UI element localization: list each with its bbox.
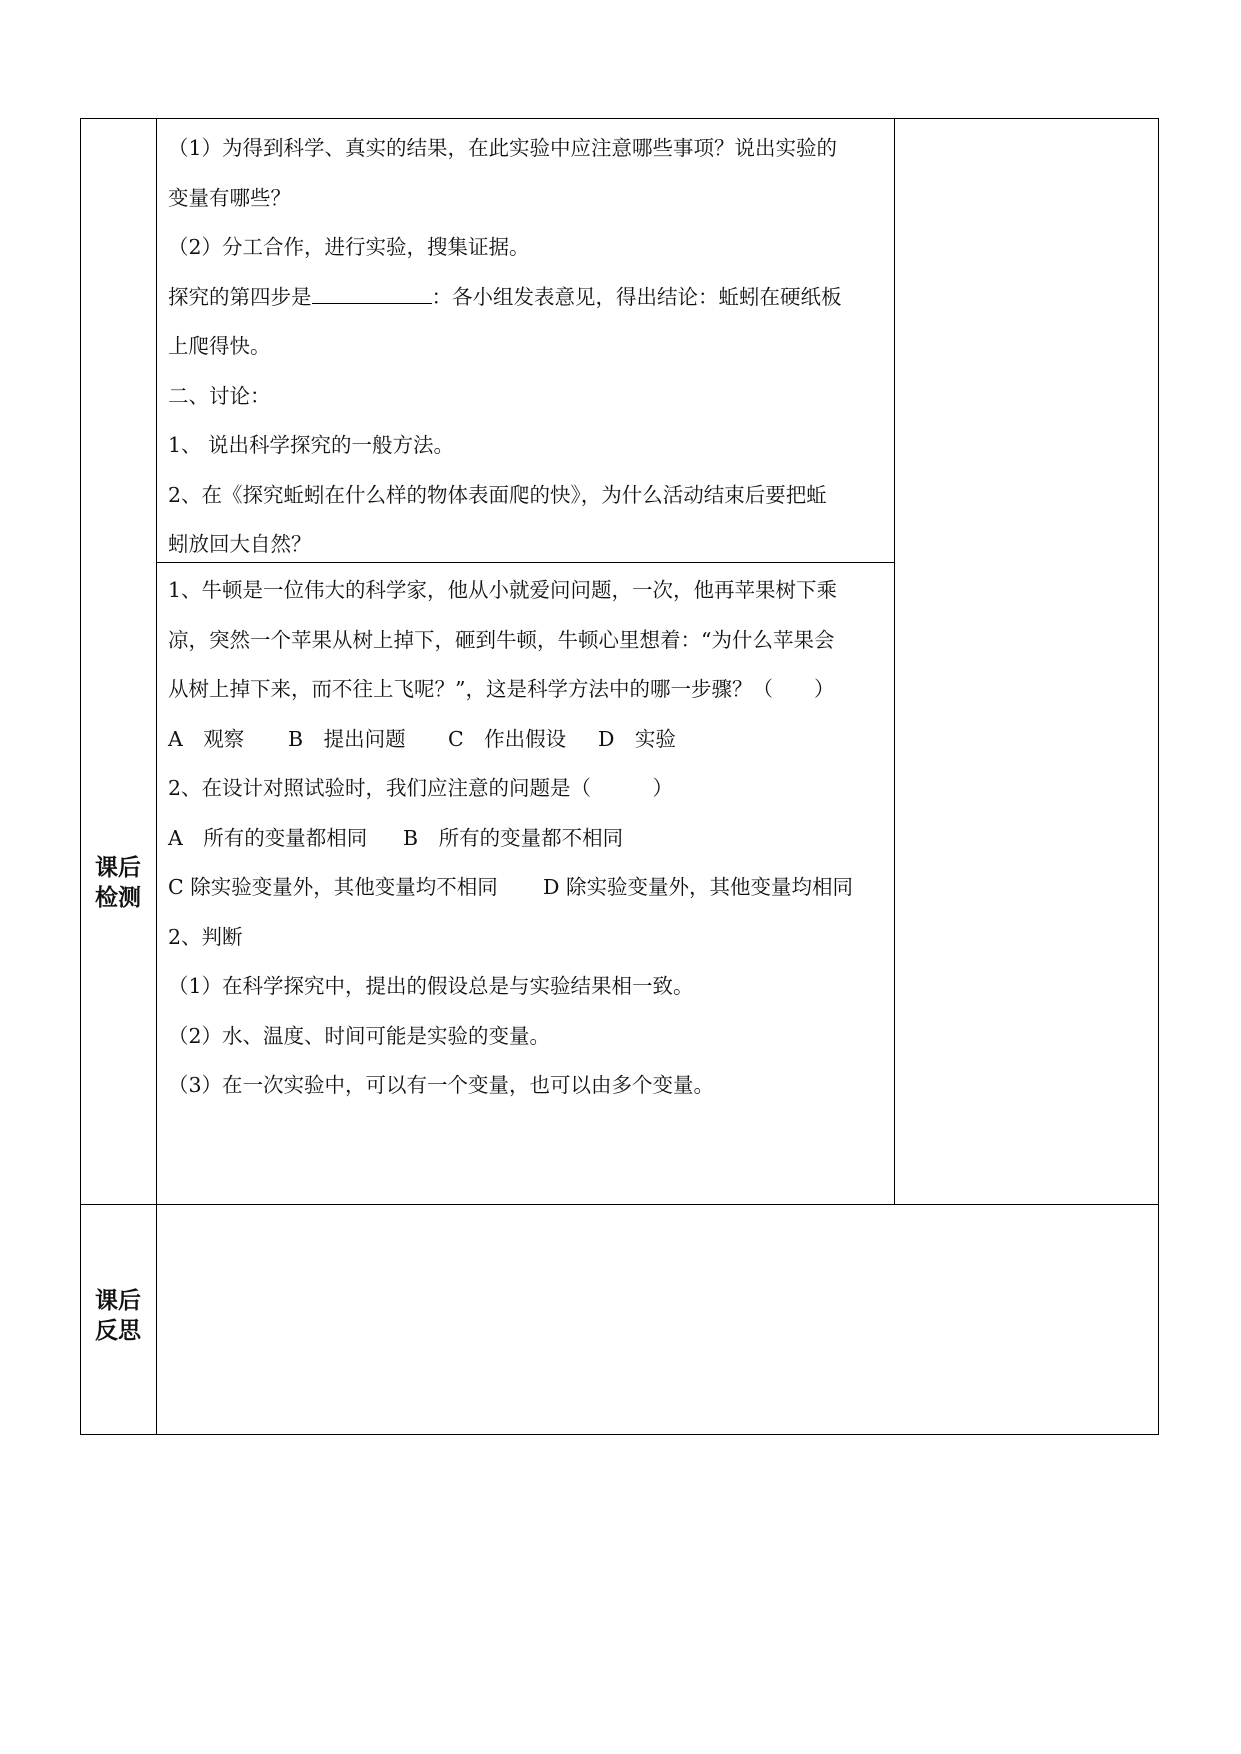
- option-b: B 提出问题: [288, 726, 406, 751]
- option-a: A 观察: [168, 726, 245, 751]
- q2-options-cd: [168, 863, 888, 913]
- text-line: （1）为得到科学、真实的结果，在此实验中应注意哪些事项？说出实验的: [168, 136, 838, 160]
- question-line: 从树上掉下来，而不往上飞呢？”，这是科学方法中的哪一步骤？（ ）: [168, 677, 835, 701]
- discussion-heading: 二、讨论：: [168, 383, 271, 408]
- label-line: 课后: [95, 855, 141, 881]
- option-c: C 除实验变量外，其他变量均不相同: [168, 875, 498, 899]
- q1-options: [168, 715, 888, 765]
- judge-item: （1）在科学探究中，提出的假设总是与实验结果相一致。: [168, 974, 694, 998]
- table-border-top: [80, 118, 1159, 119]
- option-a: A 所有的变量都相同: [168, 825, 368, 850]
- post-class-reflection-label: [80, 1286, 156, 1346]
- text-line: 变量有哪些？: [168, 185, 291, 210]
- judge-item: （3）在一次实验中，可以有一个变量，也可以由多个变量。: [168, 1073, 715, 1097]
- judge-title: 2、判断: [168, 924, 243, 949]
- inquiry-steps-cell: [168, 124, 888, 570]
- table-border-left: [80, 118, 81, 1435]
- text-line: 上爬得快。: [168, 334, 271, 358]
- label-line: 课后: [95, 1288, 141, 1314]
- reflection-cell: [157, 1205, 1158, 1434]
- q2-options-ab: [168, 814, 888, 864]
- table-border-right: [1158, 118, 1159, 1435]
- discussion-item: 1、 说出科学探究的一般方法。: [168, 433, 455, 457]
- step4-suffix: ：各小组发表意见，得出结论：蚯蚓在硬纸板: [431, 284, 842, 309]
- post-class-test-cell: [168, 566, 888, 1111]
- post-class-test-label: [80, 853, 156, 913]
- option-c: C 作出假设: [448, 726, 567, 751]
- option-b: B 所有的变量都不相同: [403, 825, 624, 850]
- table-border-bottom: [80, 1434, 1159, 1435]
- text-line: （2）分工合作，进行实验，搜集证据。: [168, 235, 530, 259]
- label-line: 反思: [95, 1318, 141, 1344]
- judge-item: （2）水、温度、时间可能是实验的变量。: [168, 1023, 551, 1048]
- discussion-item: 2、在《探究蚯蚓在什么样的物体表面爬的快》，为什么活动结束后要把蚯: [168, 482, 827, 507]
- notes-column-divider: [894, 118, 895, 1205]
- question-line: 1、牛顿是一位伟大的科学家，他从小就爱问问题，一次，他再苹果树下乘: [168, 578, 838, 602]
- step4-line: [168, 273, 888, 323]
- fill-blank: [312, 281, 432, 304]
- question-line: 凉，突然一个苹果从树上掉下，砸到牛顿，牛顿心里想着：“为什么苹果会: [168, 627, 835, 652]
- option-d: D 除实验变量外，其他变量均相同: [543, 875, 853, 899]
- lesson-table: [80, 118, 1159, 1435]
- q2-stem: 2、在设计对照试验时，我们应注意的问题是（ ）: [168, 776, 674, 800]
- option-d: D 实验: [598, 726, 676, 751]
- text-line: 蚓放回大自然？: [168, 532, 312, 556]
- step4-prefix: 探究的第四步是: [168, 284, 312, 309]
- label-line: 检测: [95, 885, 141, 911]
